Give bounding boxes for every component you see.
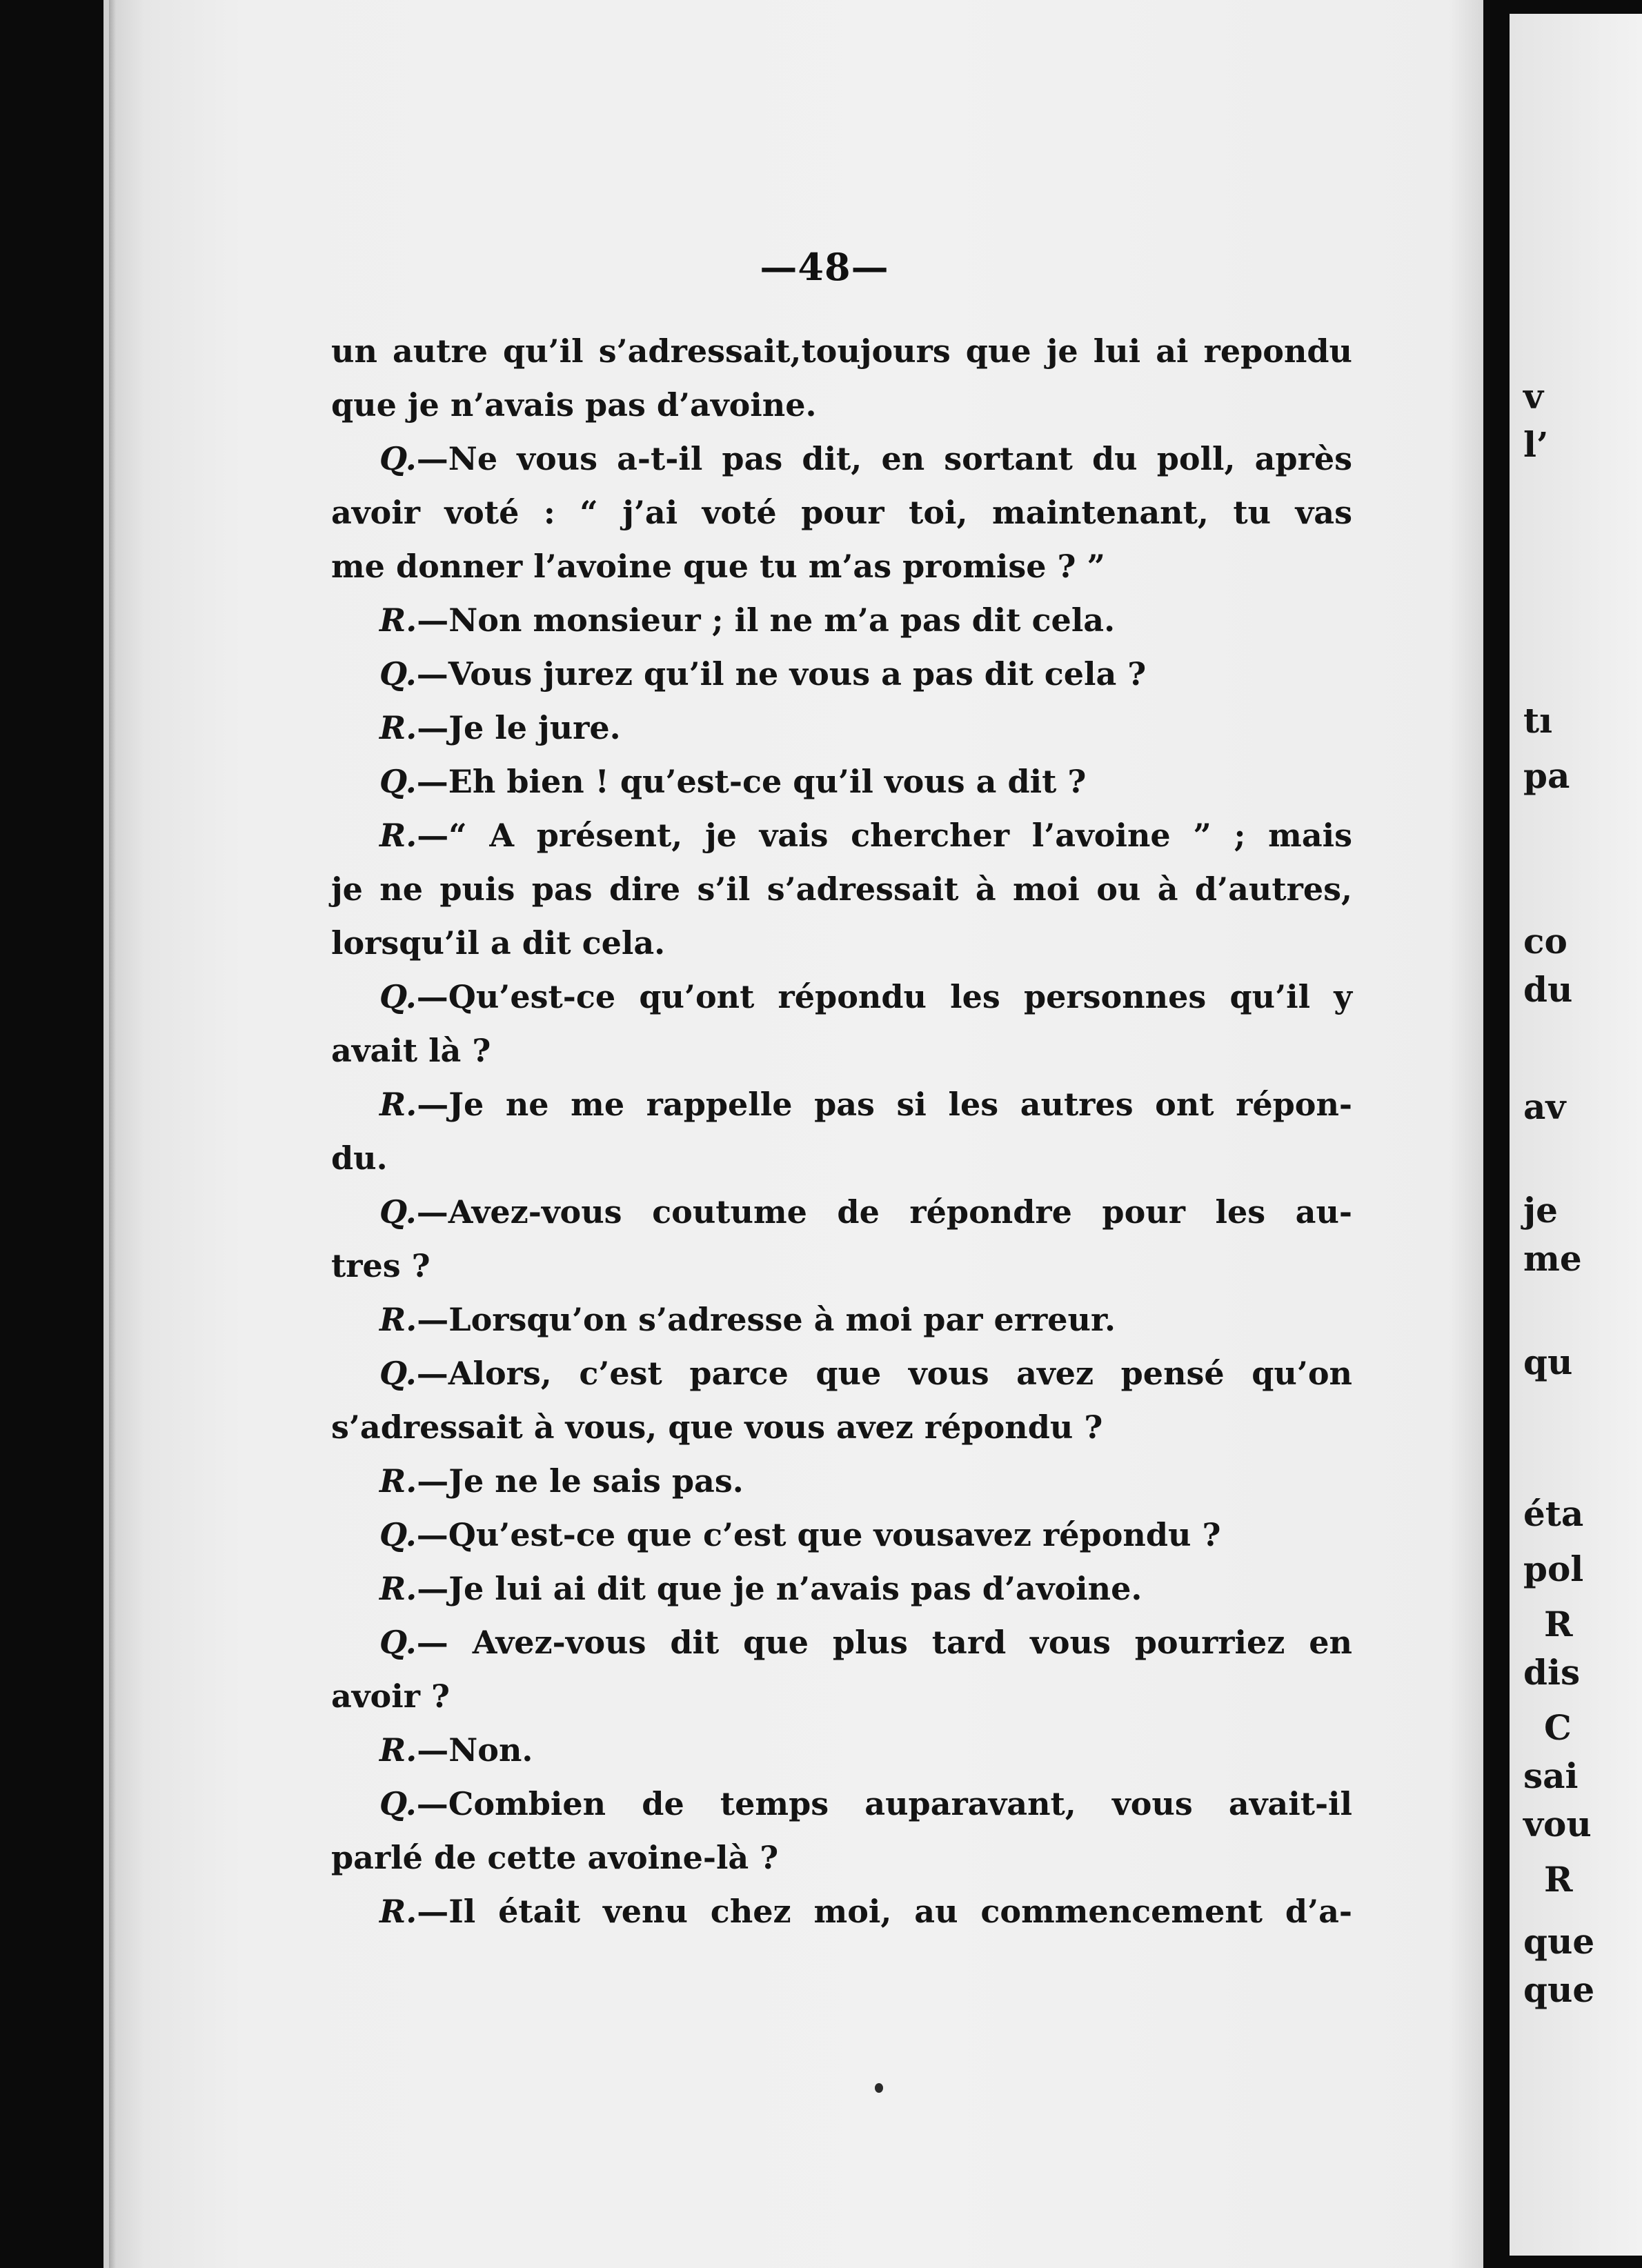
line-text: me donner l’avoine que tu m’as promise ? ” bbox=[331, 548, 1105, 585]
next-page-fragment: du bbox=[1523, 969, 1573, 1010]
speaker-label: R. bbox=[379, 1893, 417, 1930]
line-text: —Non monsieur ; il ne m’a pas dit cela. bbox=[417, 601, 1116, 639]
text-line bbox=[331, 808, 1352, 862]
line-text: — Avez-vous dit que plus tard vous pourriez en bbox=[416, 1624, 1352, 1661]
speaker-label: Q. bbox=[379, 1355, 417, 1392]
speaker-label: Q. bbox=[379, 978, 417, 1015]
text-line bbox=[331, 755, 1352, 808]
ink-speck bbox=[875, 2083, 883, 2093]
line-text: —Non. bbox=[417, 1731, 533, 1769]
line-text: avoir voté : “ j’ai voté pour toi, maintenant, tu vas bbox=[331, 494, 1352, 531]
text-line bbox=[331, 1831, 1352, 1884]
line-text: —Je lui ai dit que je n’avais pas d’avoine. bbox=[417, 1570, 1143, 1607]
text-line bbox=[331, 1454, 1352, 1508]
text-line bbox=[331, 1077, 1352, 1131]
next-page-fragment: v bbox=[1523, 376, 1544, 417]
next-page-fragment: sai bbox=[1523, 1755, 1579, 1796]
speaker-label: Q. bbox=[379, 1516, 417, 1553]
speaker-label: Q. bbox=[379, 1785, 417, 1822]
next-page-fragment: que bbox=[1523, 1969, 1595, 2010]
text-line bbox=[331, 324, 1352, 378]
text-line bbox=[331, 593, 1352, 647]
speaker-label: R. bbox=[379, 817, 417, 854]
speaker-label: Q. bbox=[379, 1624, 417, 1661]
text-line bbox=[331, 1293, 1352, 1346]
speaker-label: R. bbox=[379, 1301, 417, 1338]
next-page-fragment: pa bbox=[1523, 755, 1570, 796]
line-text: —Vous jurez qu’il ne vous a pas dit cela ? bbox=[416, 655, 1147, 693]
line-text: avoir ? bbox=[331, 1678, 450, 1715]
text-line bbox=[331, 486, 1352, 539]
line-text: —Je ne me rappelle pas si les autres ont répon- bbox=[417, 1086, 1352, 1123]
next-page-fragment: que bbox=[1523, 1921, 1595, 1962]
line-text: parlé de cette avoine-là ? bbox=[331, 1839, 779, 1876]
line-text: —Je le jure. bbox=[417, 709, 621, 746]
line-text: —Alors, c’est parce que vous avez pensé qu’on bbox=[416, 1355, 1352, 1392]
text-line bbox=[331, 701, 1352, 755]
speaker-label: Q. bbox=[379, 1193, 417, 1231]
line-text: lorsqu’il a dit cela. bbox=[331, 924, 666, 962]
text-line bbox=[331, 1669, 1352, 1723]
line-text: —“ A présent, je vais chercher l’avoine ” ; mais bbox=[417, 817, 1352, 854]
line-text: —Eh bien ! qu’est-ce qu’il vous a dit ? bbox=[416, 763, 1087, 800]
text-line bbox=[331, 1723, 1352, 1777]
speaker-label: Q. bbox=[379, 440, 417, 477]
text-line bbox=[331, 1562, 1352, 1615]
text-line bbox=[331, 916, 1352, 970]
speaker-label: R. bbox=[379, 1731, 417, 1769]
next-page-fragment: je bbox=[1523, 1190, 1558, 1231]
text-line bbox=[331, 539, 1352, 593]
next-page-fragment: l’ bbox=[1523, 424, 1549, 465]
next-page-fragment: C bbox=[1544, 1707, 1572, 1748]
text-line bbox=[331, 1777, 1352, 1831]
speaker-label: R. bbox=[379, 1570, 417, 1607]
speaker-label: Q. bbox=[379, 763, 417, 800]
text-line bbox=[331, 862, 1352, 916]
line-text: avait là ? bbox=[331, 1032, 491, 1069]
line-text: —Qu’est-ce qu’ont répondu les personnes qu’il y bbox=[416, 978, 1352, 1015]
body-text bbox=[331, 324, 1352, 1938]
next-page-edge bbox=[1510, 14, 1642, 2256]
speaker-label: R. bbox=[379, 1462, 417, 1500]
line-text: je ne puis pas dire s’il s’adressait à moi ou à d’autres, bbox=[331, 871, 1352, 908]
line-text: —Combien de temps auparavant, vous avait-il bbox=[416, 1785, 1352, 1822]
line-text: —Il était venu chez moi, au commencement d’a- bbox=[417, 1893, 1352, 1930]
line-text: tres ? bbox=[331, 1247, 431, 1284]
text-line bbox=[331, 1400, 1352, 1454]
line-text: —Ne vous a-t-il pas dit, en sortant du poll, après bbox=[416, 440, 1352, 477]
line-text: un autre qu’il s’adressait,toujours que je lui ai repondu bbox=[331, 332, 1352, 370]
next-page-fragment: R bbox=[1544, 1604, 1573, 1644]
speaker-label: R. bbox=[379, 601, 417, 639]
text-line bbox=[331, 1508, 1352, 1562]
text-line bbox=[331, 432, 1352, 486]
speaker-label: Q. bbox=[379, 655, 417, 693]
text-line bbox=[331, 1346, 1352, 1400]
next-page-fragment: co bbox=[1523, 921, 1567, 962]
next-page-fragment: qu bbox=[1523, 1342, 1573, 1382]
line-text: —Qu’est-ce que c’est que vousavez répondu ? bbox=[416, 1516, 1221, 1553]
page-number: —48— bbox=[760, 245, 889, 289]
line-text: —Avez-vous coutume de répondre pour les au- bbox=[416, 1193, 1352, 1231]
next-page-fragment: pol bbox=[1523, 1549, 1584, 1589]
line-text: du. bbox=[331, 1140, 388, 1177]
text-line bbox=[331, 1185, 1352, 1239]
text-line bbox=[331, 378, 1352, 432]
text-line bbox=[331, 970, 1352, 1024]
text-line bbox=[331, 1024, 1352, 1077]
next-page-fragment: av bbox=[1523, 1086, 1566, 1127]
next-page-fragment: tı bbox=[1523, 700, 1553, 741]
text-line bbox=[331, 647, 1352, 701]
line-text: —Lorsqu’on s’adresse à moi par erreur. bbox=[417, 1301, 1116, 1338]
speaker-label: R. bbox=[379, 1086, 417, 1123]
next-page-fragment: R bbox=[1544, 1859, 1573, 1900]
text-line bbox=[331, 1615, 1352, 1669]
text-line bbox=[331, 1131, 1352, 1185]
next-page-fragment: dis bbox=[1523, 1652, 1581, 1693]
text-line bbox=[331, 1884, 1352, 1938]
next-page-fragment: me bbox=[1523, 1238, 1582, 1279]
text-line bbox=[331, 1239, 1352, 1293]
next-page-fragment: vou bbox=[1523, 1804, 1592, 1844]
next-page-fragment: éta bbox=[1523, 1493, 1584, 1534]
line-text: s’adressait à vous, que vous avez répondu ? bbox=[331, 1409, 1103, 1446]
speaker-label: R. bbox=[379, 709, 417, 746]
line-text: —Je ne le sais pas. bbox=[417, 1462, 744, 1500]
line-text: que je n’avais pas d’avoine. bbox=[331, 386, 817, 424]
